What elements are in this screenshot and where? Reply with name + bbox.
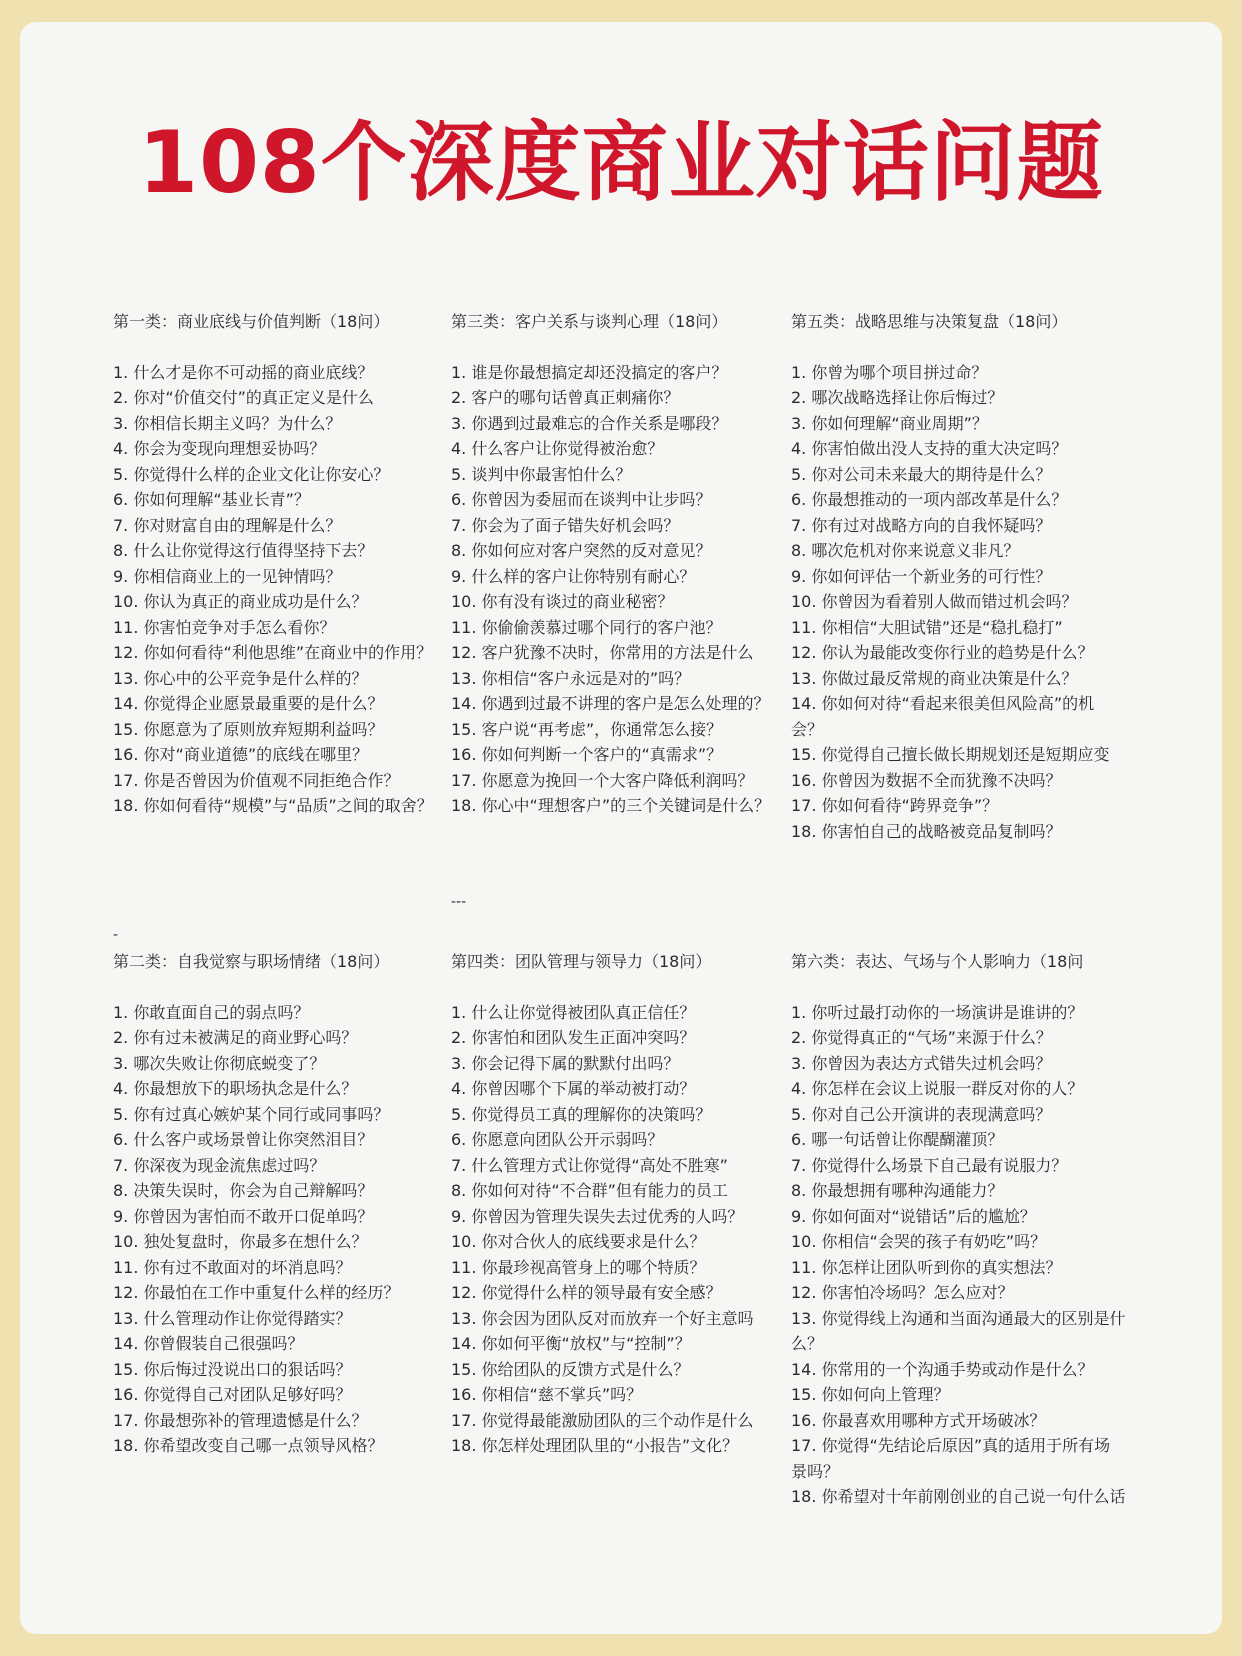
section-4 xyxy=(451,949,786,1459)
question-item: 9. 你曾因为害怕而不敢开口促单吗？ xyxy=(113,1206,374,1226)
question-item: 9. 你相信商业上的一见钟情吗？ xyxy=(113,566,342,586)
question-item: 17. 你是否曾因为价值观不同拒绝合作？ xyxy=(113,770,400,790)
question-item: 14. 你如何平衡“放权”与“控制”？ xyxy=(451,1334,691,1353)
question-item: 9. 你如何评估一个新业务的可行性？ xyxy=(791,566,1052,586)
question-item: 4. 你害怕做出没人支持的重大决定吗？ xyxy=(791,439,1068,458)
question-item: 3. 你遇到过最难忘的合作关系是哪段？ xyxy=(451,413,728,433)
question-item: 10. 你认为真正的商业成功是什么？ xyxy=(113,592,368,611)
question-list xyxy=(451,360,786,819)
section-heading: 第三类：客户关系与谈判心理（18问） xyxy=(451,312,728,331)
question-item: 12. 你认为最能改变你行业的趋势是什么？ xyxy=(791,643,1094,662)
section-heading: 第五类：战略思维与决策复盘（18问） xyxy=(791,312,1068,331)
question-item: 10. 你相信“会哭的孩子有奶吃”吗？ xyxy=(791,1232,1047,1251)
question-item: 11. 你怎样让团队听到你的真实想法？ xyxy=(791,1257,1062,1277)
section-separator-tick: - xyxy=(113,927,119,943)
question-item: 14. 你遇到过最不讲理的客户是怎么处理的？ xyxy=(451,694,770,713)
question-item: 17. 你愿意为挽回一个大客户降低利润吗？ xyxy=(451,770,754,790)
question-item: 1. 你听过最打动你的一场演讲是谁讲的？ xyxy=(791,1002,1084,1022)
question-item: 14. 你曾假装自己很强吗？ xyxy=(113,1334,304,1353)
question-item: 8. 你最想拥有哪种沟通能力？ xyxy=(791,1181,1004,1200)
section-separator: --- xyxy=(451,894,467,910)
question-item: 5. 你对公司未来最大的期待是什么？ xyxy=(791,464,1052,484)
question-list xyxy=(113,1000,448,1459)
question-item: 6. 你曾因为委屈而在谈判中让步吗？ xyxy=(451,490,712,509)
question-item: 5. 你有过真心嫉妒某个同行或同事吗？ xyxy=(113,1104,390,1124)
question-item: 14. 你常用的一个沟通手势或动作是什么？ xyxy=(791,1359,1094,1379)
question-item: 9. 你曾因为管理失误失去过优秀的人吗？ xyxy=(451,1206,744,1226)
section-heading: 第一类：商业底线与价值判断（18问） xyxy=(113,312,390,331)
question-item: 15. 你后悔过没说出口的狠话吗？ xyxy=(113,1359,352,1379)
section-3 xyxy=(451,309,786,819)
question-item: 16. 你对“商业道德”的底线在哪里？ xyxy=(113,745,369,764)
question-item: 15. 你觉得自己擅长做长期规划还是短期应变 xyxy=(791,745,1110,764)
question-item: 5. 谈判中你最害怕什么？ xyxy=(451,464,632,484)
question-item: 9. 什么样的客户让你特别有耐心？ xyxy=(451,566,696,586)
question-item: 6. 什么客户或场景曾让你突然泪目？ xyxy=(113,1130,374,1149)
question-item: 4. 你怎样在会议上说服一群反对你的人？ xyxy=(791,1079,1084,1098)
question-item: 7. 你对财富自由的理解是什么？ xyxy=(113,515,342,535)
question-item: 17. 你最想弥补的管理遗憾是什么？ xyxy=(113,1410,368,1430)
section-2 xyxy=(113,949,448,1459)
question-item: 11. 你有过不敢面对的坏消息吗？ xyxy=(113,1257,352,1277)
question-item: 1. 你敢直面自己的弱点吗？ xyxy=(113,1002,310,1022)
question-item: 13. 你做过最反常规的商业决策是什么？ xyxy=(791,668,1078,688)
question-list xyxy=(791,1000,1126,1510)
question-item: 11. 你相信“大胆试错”还是“稳扎稳打” xyxy=(791,617,1063,637)
question-item: 7. 什么管理方式让你觉得“高处不胜寒” xyxy=(451,1155,728,1175)
question-item: 3. 哪次失败让你彻底蜕变了？ xyxy=(113,1053,326,1073)
section-1 xyxy=(113,309,448,819)
question-item: 4. 你曾因哪个下属的举动被打动？ xyxy=(451,1079,696,1098)
question-item: 3. 你如何理解“商业周期”？ xyxy=(791,413,988,433)
question-item: 1. 什么才是你不可动摇的商业底线？ xyxy=(113,362,374,382)
question-item: 3. 你相信长期主义吗？为什么？ xyxy=(113,413,342,433)
question-item: 4. 你会为变现向理想妥协吗？ xyxy=(113,439,326,458)
question-item: 8. 你如何对待“不合群”但有能力的员工 xyxy=(451,1181,728,1200)
question-item: 17. 你如何看待“跨界竞争”？ xyxy=(791,796,999,815)
question-item: 4. 什么客户让你觉得被治愈？ xyxy=(451,439,664,458)
question-item: 13. 你觉得线上沟通和当面沟通最大的区别是什么？ xyxy=(791,1308,1126,1353)
question-item: 16. 你相信“慈不掌兵”吗？ xyxy=(451,1385,643,1404)
question-item: 6. 你愿意向团队公开示弱吗？ xyxy=(451,1130,664,1149)
question-item: 18. 你希望改变自己哪一点领导风格？ xyxy=(113,1436,384,1455)
question-list xyxy=(113,360,448,819)
section-5 xyxy=(791,309,1126,844)
question-item: 4. 你最想放下的职场执念是什么？ xyxy=(113,1079,358,1098)
question-item: 3. 你曾因为表达方式错失过机会吗？ xyxy=(791,1053,1052,1073)
question-item: 12. 你害怕冷场吗？怎么应对？ xyxy=(791,1283,1014,1302)
question-item: 10. 你曾因为看着别人做而错过机会吗？ xyxy=(791,592,1078,611)
question-item: 9. 你如何面对“说错话”后的尴尬？ xyxy=(791,1206,1036,1226)
question-item: 18. 你心中“理想客户”的三个关键词是什么？ xyxy=(451,796,771,815)
question-item: 8. 哪次危机对你来说意义非凡？ xyxy=(791,541,1020,560)
question-item: 18. 你害怕自己的战略被竞品复制吗？ xyxy=(791,821,1062,841)
question-item: 2. 你对“价值交付”的真正定义是什么 xyxy=(113,388,374,407)
question-item: 16. 你最喜欢用哪种方式开场破冰？ xyxy=(791,1410,1046,1430)
question-item: 15. 你如何向上管理？ xyxy=(791,1385,950,1404)
question-item: 7. 你有过对战略方向的自我怀疑吗？ xyxy=(791,515,1052,535)
question-item: 13. 什么管理动作让你觉得踏实？ xyxy=(113,1308,352,1328)
question-item: 8. 什么让你觉得这行值得坚持下去？ xyxy=(113,541,374,560)
question-item: 5. 你对自己公开演讲的表现满意吗？ xyxy=(791,1104,1052,1124)
question-item: 7. 你觉得什么场景下自己最有说服力？ xyxy=(791,1155,1068,1175)
question-item: 10. 独处复盘时，你最多在想什么？ xyxy=(113,1232,368,1251)
question-item: 2. 哪次战略选择让你后悔过？ xyxy=(791,388,1004,407)
question-item: 13. 你相信“客户永远是对的”吗？ xyxy=(451,668,691,688)
question-item: 5. 你觉得员工真的理解你的决策吗？ xyxy=(451,1104,712,1124)
question-item: 15. 你给团队的反馈方式是什么？ xyxy=(451,1359,690,1379)
question-item: 13. 你心中的公平竞争是什么样的？ xyxy=(113,668,368,688)
question-item: 2. 你有过未被满足的商业野心吗？ xyxy=(113,1028,358,1047)
section-heading: 第四类：团队管理与领导力（18问） xyxy=(451,952,712,971)
question-item: 12. 你如何看待“利他思维”在商业中的作用？ xyxy=(113,643,433,662)
question-item: 16. 你觉得自己对团队足够好吗？ xyxy=(113,1385,352,1404)
question-item: 2. 客户的哪句话曾真正刺痛你？ xyxy=(451,388,680,407)
question-item: 18. 你怎样处理团队里的“小报告”文化？ xyxy=(451,1436,739,1455)
page-title: 108个深度商业对话问题 xyxy=(138,113,1104,213)
question-item: 5. 你觉得什么样的企业文化让你安心？ xyxy=(113,464,390,484)
question-item: 12. 客户犹豫不决时，你常用的方法是什么 xyxy=(451,643,754,662)
question-item: 16. 你曾因为数据不全而犹豫不决吗？ xyxy=(791,770,1062,790)
question-item: 6. 你最想推动的一项内部改革是什么？ xyxy=(791,490,1068,509)
question-item: 7. 你会为了面子错失好机会吗？ xyxy=(451,515,680,535)
question-list xyxy=(451,1000,786,1459)
question-item: 2. 你觉得真正的“气场”来源于什么？ xyxy=(791,1028,1052,1047)
question-item: 8. 你如何应对客户突然的反对意见？ xyxy=(451,541,712,560)
section-heading: 第二类：自我觉察与职场情绪（18问） xyxy=(113,952,390,971)
section-6 xyxy=(791,949,1126,1510)
question-item: 11. 你害怕竞争对手怎么看你？ xyxy=(113,617,336,637)
question-item: 17. 你觉得最能激励团队的三个动作是什么 xyxy=(451,1410,754,1430)
question-item: 12. 你最怕在工作中重复什么样的经历？ xyxy=(113,1283,400,1302)
question-item: 11. 你最珍视高管身上的哪个特质？ xyxy=(451,1257,706,1277)
question-item: 18. 你希望对十年前刚创业的自己说一句什么话 xyxy=(791,1487,1126,1506)
question-item: 14. 你觉得企业愿景最重要的是什么？ xyxy=(113,694,384,713)
question-item: 2. 你害怕和团队发生正面冲突吗？ xyxy=(451,1028,696,1047)
question-item: 16. 你如何判断一个客户的“真需求”？ xyxy=(451,745,723,764)
section-heading: 第六类：表达、气场与个人影响力（18问 xyxy=(791,952,1084,971)
question-item: 13. 你会因为团队反对而放弃一个好主意吗 xyxy=(451,1308,754,1328)
question-item: 15. 你愿意为了原则放弃短期利益吗？ xyxy=(113,719,384,739)
question-item: 3. 你会记得下属的默默付出吗？ xyxy=(451,1053,680,1073)
question-item: 10. 你对合伙人的底线要求是什么？ xyxy=(451,1232,706,1251)
question-item: 10. 你有没有谈过的商业秘密？ xyxy=(451,592,674,611)
question-item: 17. 你觉得“先结论后原因”真的适用于所有场景吗？ xyxy=(791,1436,1111,1481)
question-item: 6. 你如何理解“基业长青”？ xyxy=(113,490,310,509)
question-item: 11. 你偷偷羡慕过哪个同行的客户池？ xyxy=(451,617,722,637)
question-item: 6. 哪一句话曾让你醍醐灌顶？ xyxy=(791,1130,1004,1149)
question-item: 18. 你如何看待“规模”与“品质”之间的取舍？ xyxy=(113,796,433,815)
question-item: 1. 谁是你最想搞定却还没搞定的客户？ xyxy=(451,362,728,382)
question-list xyxy=(791,360,1126,845)
question-item: 1. 你曾为哪个项目拼过命？ xyxy=(791,362,988,382)
question-item: 7. 你深夜为现金流焦虑过吗？ xyxy=(113,1155,326,1175)
question-item: 15. 客户说“再考虑”，你通常怎么接？ xyxy=(451,719,723,739)
question-item: 1. 什么让你觉得被团队真正信任？ xyxy=(451,1002,696,1022)
question-item: 8. 决策失误时，你会为自己辩解吗？ xyxy=(113,1181,374,1200)
question-item: 14. 你如何对待“看起来很美但风险高”的机会？ xyxy=(791,694,1095,739)
question-item: 12. 你觉得什么样的领导最有安全感？ xyxy=(451,1283,722,1302)
